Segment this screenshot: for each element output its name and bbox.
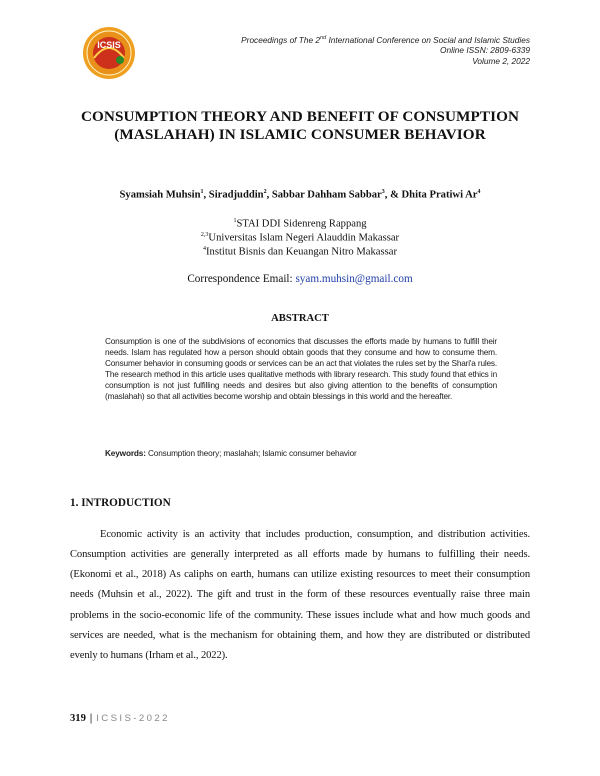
email-link[interactable]: syam.muhsin@gmail.com	[295, 273, 413, 285]
paper-title: CONSUMPTION THEORY AND BENEFIT OF CONSUMPTION (MASLAHAH) IN ISLAMIC CONSUMER BEHAVIOR	[80, 108, 520, 143]
body-text	[70, 525, 530, 666]
keywords: Keywords: Consumption theory; maslahah; Islamic consumer behavior	[105, 449, 357, 458]
logo-text: ICSIS	[97, 40, 121, 50]
conference-logo	[82, 26, 136, 80]
author-list: Syamsiah Muhsin$^1$, Siradjuddin$^2$, Sabbar Dahham Sabbar$^3$, & Dhita Pratiwi Ar$^4$	[119, 189, 481, 201]
volume: Volume 2, 2022	[472, 55, 530, 66]
intro-paragraph: Economic activity is an activity that includes production, consumption, and distribution activities. Consumption activities are generally interpreted as all efforts made by humans to fulfilling their needs.(Ekonomi et al., 2018) As caliphs on earth, humans can utilize existing resources to meet their consumption needs (Muhsin et al., 2022). The gift and trust in the form of these resources eventually raise three main problems in the socio-economic life of the community. These issues include what and how much goods and services are needed, what is the mechanism for obtaining them, and how they are distributed or distributed evenly to humans (Irham et al., 2022).	[70, 529, 530, 661]
issn: Online ISSN: 2809-6339	[440, 45, 530, 56]
proceedings-line: Proceedings of The 2nd International Conference on Social and Islamic Studies	[241, 34, 530, 45]
affiliation-1: $^1$STAI DDI Sidenreng Rappang	[233, 218, 367, 230]
abstract-heading: ABSTRACT	[271, 313, 329, 324]
footer-conference: ICSIS-2022	[96, 713, 170, 724]
footer-separator: |	[89, 713, 93, 724]
page-number: 319	[70, 713, 86, 724]
page-footer	[70, 713, 170, 724]
affiliation-2: $^{2,3}$Universitas Islam Negeri Alauddin Makassar	[200, 232, 400, 244]
correspondence: Correspondence Email: syam.muhsin@gmail.com	[187, 273, 413, 285]
section-heading: 1. INTRODUCTION	[70, 497, 171, 509]
abstract-text: Consumption is one of the subdivisions of economics that discusses the efforts made by humans to fulfill their needs. Islam has regulated how a person should obtain goods that they consume and how to consume them. Consumer behavior in consuming goods or services can be an act that violates the rules set by the Shari'a rules. The research method in this article uses qualitative methods with library research. This study found that ethics in consumption is not just fulfilling needs and desires but also giving attention to the benefits of consumption (maslahah) so that all activities become worship and obtain blessings in this world and the hereafter.	[105, 337, 497, 402]
affiliation-3: $^4$Institut Bisnis dan Keuangan Nitro Makassar	[203, 246, 397, 258]
running-header	[241, 33, 530, 66]
